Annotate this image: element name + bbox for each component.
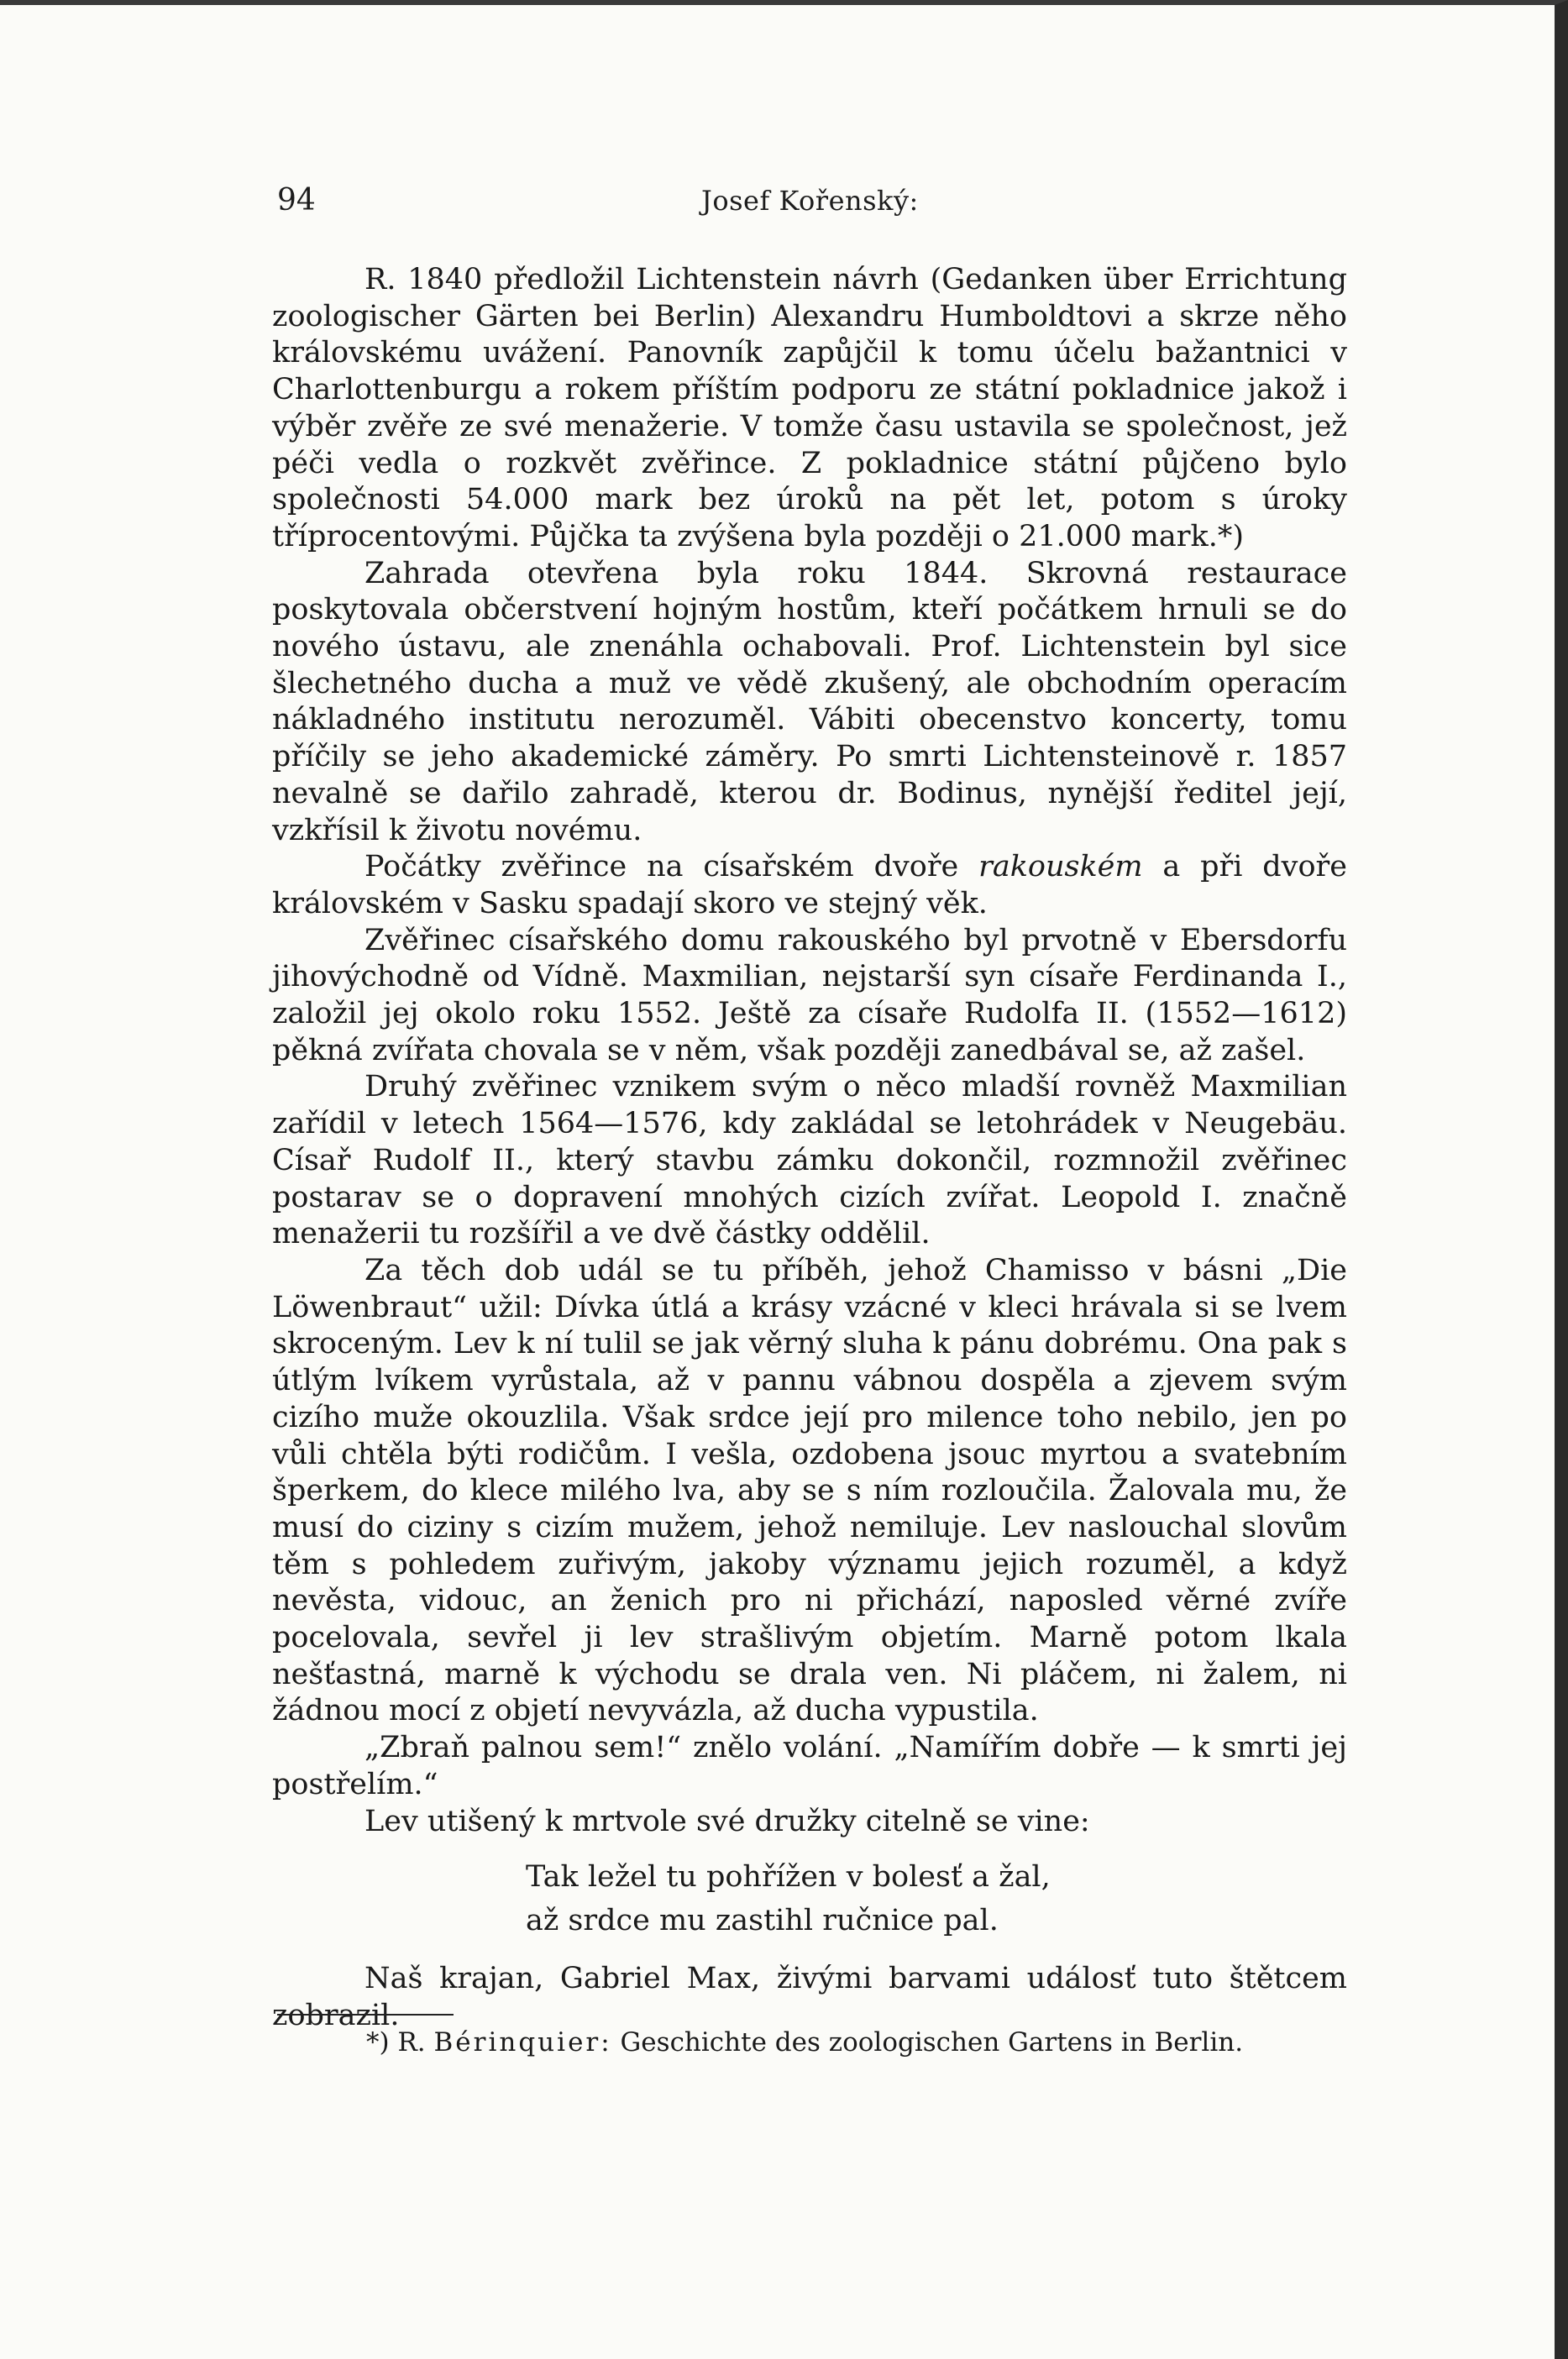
footnote-marker: *) R. (366, 2027, 426, 2058)
paragraph-6: Za těch dob udál se tu příběh, jehož Chamisso v básni „Die Löwenbraut“ užil: Dívka útlá a krásy vzácné v kleci hrávala si se lvem skroceným. Lev k ní tulil se jak věrný sluha k pánu dobrému. Ona pak s útlým lvíkem vyrůstala, až v pannu vábnou dospěla a zjevem svým cizího muže okouzlila. Však srdce její pro milence toho nebilo, jen po vůli chtěla býti rodičům. I vešla, ozdobena jsouc myrtou a svatebním šperkem, do klece milého lva, aby se s ním rozloučila. Žalovala mu, že musí do ciziny s cizím mužem, jehož nemiluje. Lev naslouchal slovům těm s pohledem zuřivým, jakoby významu jejich rozuměl, a když nevěsta, vidouc, an ženich pro ni přichází, naposled věrné zvíře pocelovala, sevřel ji lev strašlivým objetím. Marně potom lkala nešťastná, marně k východu se drala ven. Ni pláčem, ni žalem, ni žádnou mocí z objetí nevyvázla, až ducha vypustila. (272, 1253, 1347, 1728)
footnote-author: Bérinquier: (433, 2027, 612, 2058)
paragraph-7: „Zbraň palnou sem!“ znělo volání. „Namířím dobře — k smrti jej postřelím.“ (272, 1731, 1347, 1801)
running-head: Josef Kořenský: (701, 185, 919, 217)
paragraph-9: Naš krajan, Gabriel Max, živými barvami událosť tuto štětcem zobrazil. (272, 1962, 1347, 2032)
footnote-divider (277, 2014, 454, 2016)
paragraph-1: R. 1840 předložil Lichtenstein návrh (Gedanken über Errichtung zoologischer Gärten bei Berlin) Alexandru Humboldtovi a skrze něho královskému uvážení. Panovník zapůjčil k tomu účelu bažantnici v Charlottenburgu a rokem příštím podporu ze státní pokladnice jakož i výběr zvěře ze své menažerie. V tomže času ustavila se společnost, jež péči vedla o rozkvět zvěřince. Z pokladnice státní půjčeno bylo společnosti 54.000 mark bez úroků na pět let, potom s úroky tříprocentovými. Půjčka ta zvýšena byla později o 21.000 mark.*) (272, 263, 1347, 553)
verse-line-1: Tak ležel tu pohřížen v bolesť a žal, (526, 1860, 1051, 1895)
footnote (366, 2027, 1357, 2058)
paragraph-3 (272, 849, 1347, 922)
page-header (277, 183, 1310, 233)
verse-line-2: až srdce mu zastihl ručnice pal. (526, 1904, 999, 1938)
paragraph-8: Lev utišený k mrtvole své družky citelně se vine: (364, 1804, 1090, 1838)
verse-quote (526, 1855, 1347, 1942)
paragraph-3-emphasis: rakouském (978, 850, 1143, 884)
paragraph-2: Zahrada otevřena byla roku 1844. Skrovná restaurace poskytovala občerstvení hojným hostům, kteří počátkem hrnuli se do nového ústavu, ale znenáhla ochabovali. Prof. Lichtenstein byl sice šlechetného ducha a muž ve vědě zkušený, ale obchodním operacím nákladného institutu nerozuměl. Vábiti obecenstvo koncerty, tomu příčily se jeho akademické záměry. Po smrti Lichtensteinově r. 1857 nevalně se dařilo zahradě, kterou dr. Bodinus, nynější ředitel její, vzkřísil k životu novému. (272, 556, 1347, 847)
paragraph-5: Druhý zvěřinec vznikem svým o něco mladší rovněž Maxmilian zařídil v letech 1564—1576, kdy zakládal se letohrádek v Neugebäu. Císař Rudolf II., který stavbu zámku dokončil, rozmnožil zvěřinec postarav se o dopravení mnohých cizích zvířat. Leopold I. značně menažerii tu rozšířil a ve dvě částky oddělil. (272, 1070, 1347, 1251)
footnote-title: Geschichte des zoologischen Gartens in Berlin. (620, 2027, 1244, 2058)
page-number: 94 (277, 183, 316, 218)
paragraph-4: Zvěřinec císařského domu rakouského byl prvotně v Ebersdorfu jihovýchodně od Vídně. Maxmilian, nejstarší syn císaře Ferdinanda I., založil jej okolo roku 1552. Ještě za císaře Rudolfa II. (1552—1612) pěkná zvířata chovala se v něm, však později zanedbával se, až zašel. (272, 923, 1347, 1067)
body-text (272, 262, 1347, 2035)
paragraph-3-text-b: a při dvoře královském v Sasku spadají skoro ve stejný věk. (272, 850, 1347, 920)
paragraph-3-text-a: Počátky zvěřince na císařském dvoře (364, 850, 959, 884)
